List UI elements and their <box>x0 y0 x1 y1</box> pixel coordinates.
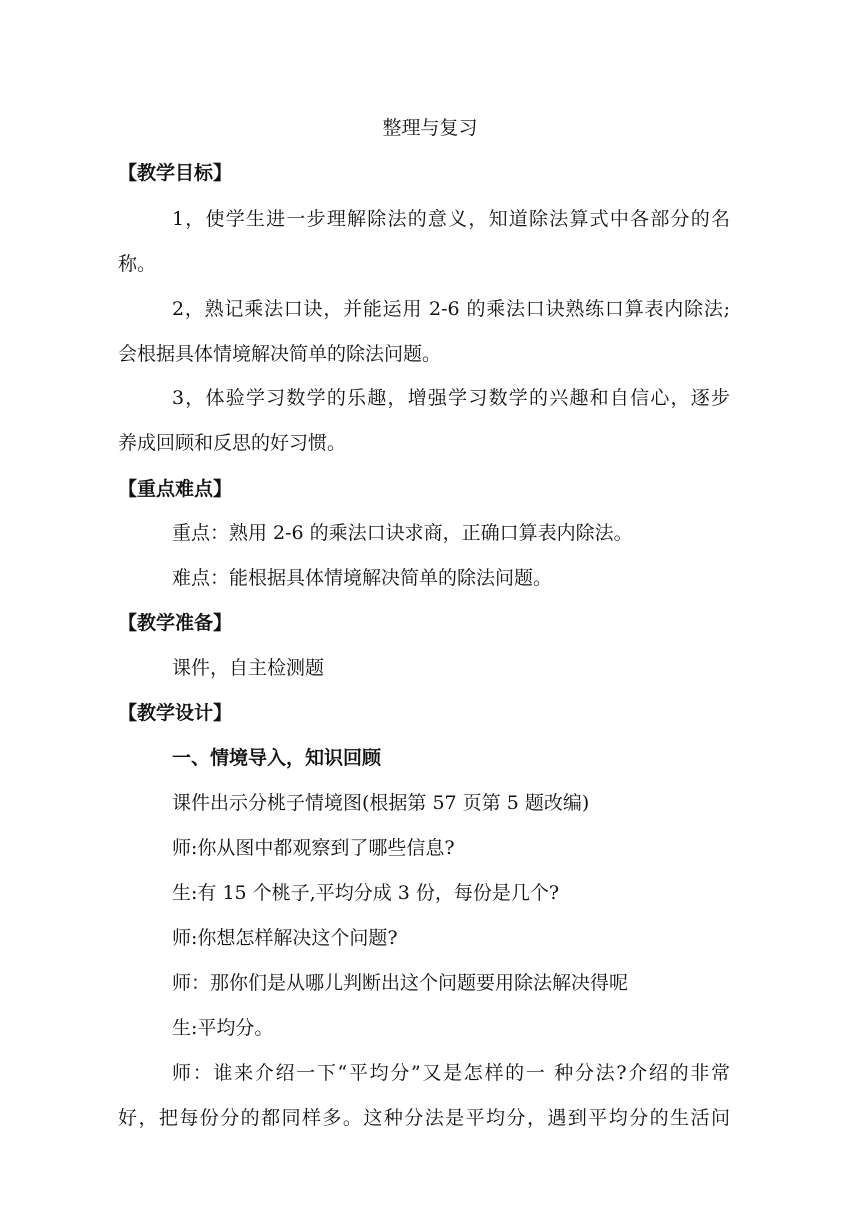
design-paragraph-4: 师:你想怎样解决这个问题? <box>172 927 398 949</box>
page-title: 整理与复习 <box>382 117 478 139</box>
difficulty-text: 难点：能根据具体情境解决简单的除法问题。 <box>172 567 553 589</box>
design-paragraph-6: 生:平均分。 <box>172 1017 274 1039</box>
design-paragraph-5: 师：那你们是从哪儿判断出这个问题要用除法解决得呢 <box>172 972 629 994</box>
preparation-text: 课件，自主检测题 <box>172 657 325 679</box>
heading-preparation: 【教学准备】 <box>118 612 233 634</box>
design-paragraph-3: 生:有 15 个桃子,平均分成 3 份，每份是几个? <box>172 882 560 904</box>
goal-1-line-2: 称。 <box>118 253 157 275</box>
design-paragraph-7-line-1: 师：谁来介绍一下“平均分”又是怎样的一 种分法?介绍的非常 <box>172 1062 730 1084</box>
goal-2-line-1: 2，熟记乘法口诀，并能运用 2-6 的乘法口诀熟练口算表内除法; <box>172 298 730 320</box>
goal-3-line-1: 3，体验学习数学的乐趣，增强学习数学的兴趣和自信心，逐步 <box>172 387 730 409</box>
goal-1-line-1: 1，使学生进一步理解除法的意义，知道除法算式中各部分的名 <box>172 208 730 230</box>
design-paragraph-2: 师:你从图中都观察到了哪些信息? <box>172 837 455 859</box>
heading-teaching-design: 【教学设计】 <box>118 702 233 724</box>
goal-2-line-2: 会根据具体情境解决简单的除法问题。 <box>118 343 442 365</box>
heading-teaching-goals: 【教学目标】 <box>118 162 233 184</box>
heading-key-points: 【重点难点】 <box>118 478 233 500</box>
design-paragraph-1: 课件出示分桃子情境图(根据第 57 页第 5 题改编) <box>172 792 590 814</box>
design-subheading: 一、情境导入，知识回顾 <box>172 747 382 769</box>
goal-3-line-2: 养成回顾和反思的好习惯。 <box>118 432 347 454</box>
design-paragraph-7-line-2: 好，把每份分的都同样多。这种分法是平均分，遇到平均分的生活问 <box>118 1107 730 1129</box>
key-point-text: 重点：熟用 2-6 的乘法口诀求商，正确口算表内除法。 <box>172 522 633 544</box>
